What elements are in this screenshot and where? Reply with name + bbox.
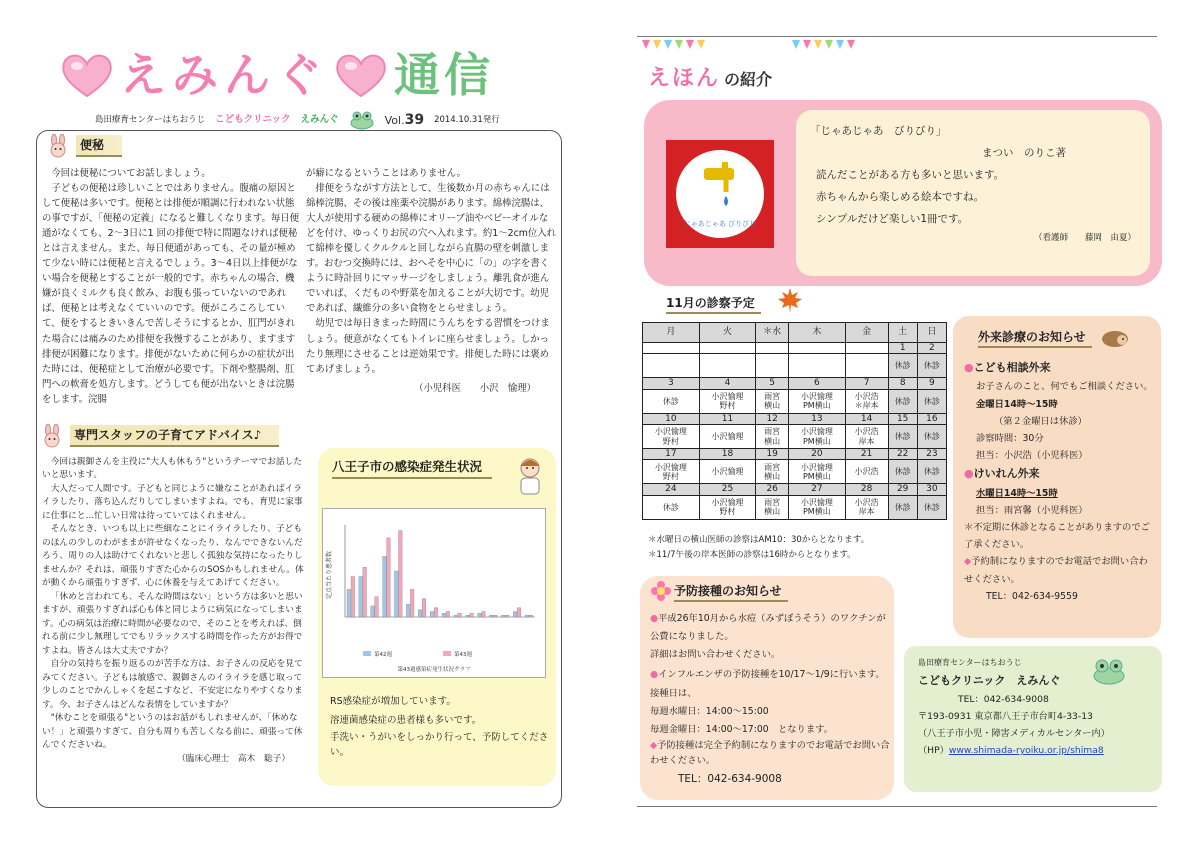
- schedule-cell: 小沢愉理 PM横山: [789, 425, 846, 449]
- infection-chart: [322, 508, 546, 678]
- infection-note: RS感染症が増加しています。: [330, 696, 456, 707]
- clinic-emin: えみんぐ: [300, 113, 339, 125]
- schedule-cell: 小沢愉理 野村: [643, 460, 700, 484]
- vaccination-line: インフルエンザの予防接種を10/17～1/9に行います。接種日は、: [650, 669, 885, 699]
- schedule-date: 12: [756, 413, 789, 424]
- schedule-date: 26: [756, 484, 789, 495]
- chart-ylabel: 定点当たり患者数: [326, 550, 333, 599]
- chart-bar: [422, 599, 426, 617]
- infection-chart-svg: [323, 509, 545, 677]
- schedule-date: 2: [917, 343, 946, 354]
- chart-bar: [399, 531, 403, 617]
- outpatient-line: （第２金曜日は休診）: [994, 415, 1087, 427]
- website-link[interactable]: www.shimada-ryoiku.or.jp/shima8: [948, 745, 1104, 757]
- vaccination-line: 詳細はお問い合わせください。: [650, 649, 781, 661]
- chart-bar: [470, 613, 474, 617]
- issue-date: 2014.10.31発行: [434, 114, 500, 125]
- schedule-date: 14: [845, 413, 888, 424]
- heart-icon: [60, 52, 114, 98]
- schedule-cell: 小沢浩 岸本: [845, 495, 888, 519]
- top-rule: [637, 36, 1157, 37]
- constipation-col2: が癖になるということはありません。 排便をうながす方法として、生後数か月の赤ちゃんには綿棒浣腸、その後は座薬や浣腸があります。綿棒浣腸は、大人が使用する硬めの綿棒にオリーブ油やベビーオイルなどを付け、ゆっくりお尻の穴へ入れます。約1～2cm位入れて綿棒を優しくクルクルと回しながら直腸の壁を刺激します。おむつ交換時には、おへそを中心に「の」の字を書くように時計回りにマッサージをしましょう。離乳食が進んでいれば、くだものや野菜を加えることが大切です。幼児であれば、繊維分の多い食物をとらせましょう。 幼児では毎日きまった時間にうんちをする習慣をつけましょう。便意がなくてもトイレに座らせましょう。しかったり無理にさせることは逆効果です。排便した時には褒めてあげましょう。 （小児科医 小沢 愉理）: [306, 166, 556, 396]
- chart-bar: [525, 615, 529, 617]
- advice-heading: 専門スタッフの子育てアドバイス♪: [40, 424, 279, 448]
- schedule-cell: 小沢愉理: [699, 460, 756, 484]
- constipation-col1: 今回は便秘についてお話しましょう。 子どもの便秘は珍しいことではありません。腹痛の原因として便秘は多いです。便秘とは排便が順調に行われない状態の事ですが、「便秘の定義」になると難しくなります。毎日便通がなくても、2～3日に1 回の排便で特に問題なければ便秘とは言えません。また、毎日便通があっても、その量が極めて少ない時には便秘と言えるでしょう。3～4日以上排便がない場合を便秘とすることが一般的です。赤ちゃんの場合、機嫌が良くミルクも良く飲み、お腹も張っていないのであれば、便秘とは考えなくていいのです。便がころころしていて、便をするときいきんで苦しそうにするとか、肛門がきれた場合には痛みのため排便を我慢することがあり、ますます排便が困難になります。排便がないために何らかの症状が出た時には、便秘症として治療が必要です。下剤や整腸剤、肛門への軟膏を処方します。どうしても便が出ないときは浣腸をします。浣腸: [42, 168, 300, 405]
- chart-bar: [478, 613, 482, 617]
- schedule-cell: [643, 354, 700, 378]
- rabbit-icon: [40, 424, 64, 448]
- schedule-date: 28: [845, 484, 888, 495]
- schedule-cell: 雨宮 横山: [756, 495, 789, 519]
- schedule-header: ＊水: [756, 323, 789, 343]
- chart-bar: [442, 613, 446, 617]
- chart-bar: [387, 538, 391, 617]
- vaccination-line: 平成26年10月から水痘（みずぼうそう）のワクチンが公費になりました。: [650, 613, 886, 643]
- schedule-table: [642, 322, 947, 520]
- outpatient-line: 金曜日14時～15時: [976, 398, 1058, 410]
- book-comment: 赤ちゃんから楽しめる絵本ですね。: [816, 191, 984, 204]
- outpatient-tel: TEL：042-634-9559: [986, 590, 1078, 602]
- schedule-date: 13: [789, 413, 846, 424]
- clinic-name: こどもクリニック: [215, 113, 291, 125]
- seizure-outpatient: けいれん外来: [973, 467, 1040, 481]
- schedule-doctor-row: [643, 389, 947, 413]
- advice-signature: （臨床心理士 高木 聡子）: [177, 753, 290, 764]
- schedule-date: 23: [917, 449, 946, 460]
- chart-bar: [482, 611, 486, 617]
- bottom-rule: [637, 806, 1157, 807]
- schedule-note: ＊水曜日の横山医師の診察はAM10：30からとなります。: [648, 535, 870, 545]
- book-comment: 読んだことがある方も多いと思います。: [816, 169, 1005, 182]
- consult-outpatient: こども相談外来: [973, 361, 1051, 374]
- chart-bar: [501, 615, 505, 617]
- schedule-date-row: [643, 449, 947, 460]
- schedule-date: 25: [699, 484, 756, 495]
- volume-number: Vol.39: [384, 111, 425, 128]
- chart-bar: [375, 597, 379, 617]
- schedule-doctor-row: [643, 354, 947, 378]
- schedule-cell: 小沢浩 岸本: [845, 425, 888, 449]
- schedule-header: 月: [643, 323, 700, 343]
- rabbit-icon: [46, 134, 70, 158]
- chart-bar: [458, 613, 462, 617]
- info-building: （八王子市小児・障害メディカルセンター内）: [918, 728, 1110, 740]
- schedule-cell: 小沢愉理 野村: [643, 425, 700, 449]
- schedule-cell: 雨宮 横山: [756, 460, 789, 484]
- chart-bar: [395, 571, 399, 617]
- schedule-header: 土: [888, 323, 917, 343]
- info-clinic: こどもクリニック えみんぐ: [918, 673, 1061, 687]
- chart-bar: [494, 615, 498, 617]
- schedule-cell: 休診: [917, 425, 946, 449]
- book-signature: （看護師 藤岡 由夏）: [1033, 233, 1136, 244]
- schedule-date-row: [643, 378, 947, 389]
- schedule-doctor-row: [643, 425, 947, 449]
- picture-book-text: [796, 110, 1150, 276]
- chart-caption: 第43週感染症発生状況グラフ: [397, 667, 471, 673]
- book-author: まつい のりこ著: [982, 147, 1066, 160]
- schedule-date: 29: [888, 484, 917, 495]
- outpatient-reservation: 予約制になりますのでお電話でお問い合わせください。: [964, 556, 1148, 585]
- chart-bar: [418, 610, 422, 617]
- info-tel: TEL：042-634-9008: [958, 694, 1049, 706]
- schedule-header: 金: [845, 323, 888, 343]
- schedule-cell: 小沢愉理 PM横山: [789, 495, 846, 519]
- book-title: 「じゃあじゃあ びりびり」: [810, 125, 947, 137]
- nurse-icon: [512, 456, 548, 496]
- schedule-cell: 休診: [643, 495, 700, 519]
- chart-bar: [529, 615, 533, 617]
- schedule-cell: 雨宮 横山: [756, 389, 789, 413]
- info-hp-label: （HP）: [918, 745, 949, 757]
- schedule-date: 22: [888, 449, 917, 460]
- schedule-date: 18: [699, 449, 756, 460]
- schedule-date: 16: [917, 413, 946, 424]
- schedule-cell: 休診: [888, 425, 917, 449]
- schedule-date: [845, 343, 888, 354]
- masthead-title: [60, 40, 494, 110]
- vaccination-tel: TEL：042-634-9008: [678, 772, 782, 785]
- schedule-header: 木: [789, 323, 846, 343]
- legend-swatch: [443, 651, 451, 656]
- seizure-time: 水曜日14時～15時: [976, 487, 1058, 499]
- infection-note: 溶連菌感染症の患者様も多いです。: [330, 715, 482, 726]
- chart-bar: [454, 615, 458, 617]
- vaccination-note: 予防接種は完全予約制になりますのでお電話でお問い合わせください。: [650, 739, 890, 766]
- maple-leaf-icon: [776, 286, 804, 314]
- outpatient-line: 担当：小沢浩（小児科医）: [976, 450, 1088, 462]
- infection-notes: [330, 692, 550, 760]
- schedule-cell: 休診: [888, 354, 917, 378]
- chart-bar: [434, 608, 438, 617]
- schedule-date: 4: [699, 378, 756, 389]
- schedule-date: 15: [888, 413, 917, 424]
- bunting-decoration: [792, 40, 855, 54]
- schedule-date-row: [643, 413, 947, 424]
- legend-label: 第42週: [374, 652, 392, 658]
- vaccination-fri: 毎週金曜日：14:00～17:00 となります。: [650, 723, 833, 735]
- schedule-date: 8: [888, 378, 917, 389]
- schedule-cell: [699, 354, 756, 378]
- chart-bar: [347, 589, 351, 617]
- schedule-cell: [789, 354, 846, 378]
- infection-title: 八王子市の感染症発生状況: [332, 458, 492, 479]
- schedule-cell: 小沢愉理 PM横山: [789, 389, 846, 413]
- schedule-title: 11月の診察予定: [666, 294, 761, 314]
- title-eminngu: えみんぐ: [120, 48, 328, 102]
- schedule-cell: 休診: [917, 389, 946, 413]
- schedule-date: 1: [888, 343, 917, 354]
- schedule-cell: 小沢愉理 PM横山: [789, 460, 846, 484]
- schedule-date-row: [643, 343, 947, 354]
- book-cover: [666, 140, 774, 248]
- schedule-cell: 休診: [888, 460, 917, 484]
- chart-bar: [446, 611, 450, 617]
- title-tsushin: 通信: [394, 48, 494, 102]
- hedgehog-icon: [1100, 326, 1130, 348]
- chart-bar: [466, 615, 470, 617]
- schedule-date: 10: [643, 413, 700, 424]
- schedule-cell: 小沢浩 ＊岸本: [845, 389, 888, 413]
- constipation-heading: 便秘: [46, 134, 122, 158]
- infection-note: 手洗い・うがいをしっかり行って、予防してください。: [330, 732, 549, 759]
- schedule-date: 11: [699, 413, 756, 424]
- outpatient-line: お子さんのこと、何でもご相談ください。: [976, 381, 1153, 393]
- bunting-decoration: [642, 40, 705, 54]
- chart-bar: [351, 577, 355, 617]
- schedule-date: 19: [756, 449, 789, 460]
- outpatient-line: 診察時間：30分: [976, 432, 1044, 444]
- constipation-signature: （小児科医 小沢 愉理）: [414, 382, 536, 394]
- picture-book-heading: えほん の紹介: [648, 66, 773, 91]
- schedule-date: 21: [845, 449, 888, 460]
- schedule-date: 27: [789, 484, 846, 495]
- legend-swatch: [363, 651, 371, 656]
- schedule-date: [643, 343, 700, 354]
- chart-bar: [430, 611, 434, 617]
- book-cover-art: [666, 140, 774, 248]
- schedule-date: 5: [756, 378, 789, 389]
- center-name: 島田療育センターはちおうじ: [95, 114, 206, 125]
- chart-bar: [363, 567, 367, 617]
- schedule-date: 24: [643, 484, 700, 495]
- schedule-date: [756, 343, 789, 354]
- info-center: 島田療育センターはちおうじ: [918, 658, 1022, 667]
- info-address: 〒193-0931 東京都八王子市台町4-33-13: [918, 711, 1093, 723]
- heart-icon: [334, 52, 388, 98]
- schedule-cell: 休診: [917, 495, 946, 519]
- schedule-date: 20: [789, 449, 846, 460]
- outpatient-title: 外来診療のお知らせ: [978, 328, 1092, 348]
- schedule-cell: 小沢愉理 野村: [699, 389, 756, 413]
- schedule-date: 6: [789, 378, 846, 389]
- schedule-cell: 小沢愉理: [699, 425, 756, 449]
- chart-bar: [490, 615, 494, 617]
- schedule-date: 17: [643, 449, 700, 460]
- chart-bar: [383, 556, 387, 617]
- schedule-cell: 休診: [888, 495, 917, 519]
- flower-icon: [650, 580, 672, 602]
- vaccination-wed: 毎週水曜日：14:00～15:00: [650, 705, 769, 717]
- legend-label: 第43週: [454, 652, 472, 658]
- masthead-subline: [95, 108, 555, 132]
- schedule-note: ＊11/7午後の岸本医師の診察は16時からとなります。: [648, 550, 856, 561]
- schedule-cell: 休診: [917, 354, 946, 378]
- chart-bar: [406, 604, 410, 617]
- schedule-date-row: [643, 484, 947, 495]
- vaccination-title: 予防接種のお知らせ: [674, 582, 788, 602]
- schedule-doctor-row: [643, 460, 947, 484]
- chart-bar: [517, 608, 521, 617]
- schedule-header: 日: [917, 323, 946, 343]
- schedule-header: 火: [699, 323, 756, 343]
- schedule-notes: [648, 533, 869, 564]
- schedule-cell: 小沢浩: [845, 460, 888, 484]
- cover-title: じゃあじゃあ びりびり: [683, 220, 757, 228]
- schedule-date: 7: [845, 378, 888, 389]
- schedule-cell: 休診: [643, 389, 700, 413]
- frog-mascot-icon: [349, 110, 375, 130]
- schedule-cell: 休診: [917, 460, 946, 484]
- schedule-date: [789, 343, 846, 354]
- advice-body: 今回は親御さんを主役に"大人も休もう"というテーマでお話したいと思います。 大人だって人間です。子どもと同じように嫌なことがあればイライラしたり、落ち込んだりしてしまいますよね。でも、育児に家事に仕事にと…忙しい日常は待っていてはくれません。 そんなとき、いつも以上に些細なことにイライラしたり、子どものほんの少しのわがままが許せなくなったり、なんでできないんだろう、周りの人は助けてくれないと悲しく孤独な気持になったりしませんか？それは、頑張りすぎた心からのSOSかもしれません。体が動くから頑張りすぎず、心に休養を与えてあげてください。 「休めと言われても、そんな時間はない」という方は多いと思いますが、頑張りすぎれば心も体と同じように病気になってしまいます。心の病気は治療に時間が必要なので、そのことを考えれば、倒れる前に少し無理してでもリラックスする時間を作った方がお得ですよね。皆さんは大丈夫ですか？ 自分の気持ちを振り返るのが苦手な方は、お子さんの反応を見てみてください。子どもは敏感で、親御さんのイライラを感じ取って少しのことでかんしゃくを起こすなど、不安定になりやすくなります。今、お子さんはどんな表情をしていますか？ "休むことを頑張る"というのはお話がもしれませんが、「休めない！」と頑張りすぎて、自分も周りも苦しくなる前に、頑張って休んでくださいね。 （臨床心理士 高木 聡子）: [42, 456, 310, 766]
- schedule-cell: 休診: [888, 389, 917, 413]
- schedule-cell: 小沢愉理 野村: [699, 495, 756, 519]
- schedule-date: 9: [917, 378, 946, 389]
- schedule-cell: [756, 354, 789, 378]
- schedule-cell: 雨宮 横山: [756, 425, 789, 449]
- outpatient-line: ＊不定期に休診となることがありますのでご了承ください。: [964, 522, 1150, 551]
- schedule-date: 30: [917, 484, 946, 495]
- schedule-date: [699, 343, 756, 354]
- outpatient-body: ●こども相談外来 お子さんのこと、何でもご相談ください。 金曜日14時～15時 （第２金曜日は休診） 診察時間：30分 担当：小沢浩（小児科医） ●けいれん外来 水曜日14時～15時 担当：雨宮馨（小児科医） ＊不定期に休診となることがありますのでご了承ください。 ◆予約制になりますのでお電話でお問い合わせください。 TEL：042-634-9559: [964, 358, 1156, 605]
- chart-bar: [410, 589, 414, 617]
- clinic-info-body: [918, 656, 1158, 759]
- chart-bar: [359, 577, 363, 617]
- vaccination-body: ●平成26年10月から水痘（みずぼうそう）のワクチンが公費になりました。 詳細はお問い合わせください。 ●インフルエンザの予防接種を10/17～1/9に行います。接種日は、 毎週水曜日：14:00～15:00 毎週金曜日：14:00～17:00 となります。 ◆予防接種は完全予約制になりますのでお電話でお問い合わせください。 TEL：042-634-9008: [650, 610, 890, 789]
- schedule-doctor-row: [643, 495, 947, 519]
- chart-bar: [371, 606, 375, 617]
- chart-bar: [513, 611, 517, 617]
- chart-bar: [505, 615, 509, 617]
- schedule-cell: [845, 354, 888, 378]
- book-comment: シンプルだけど楽しい1冊です。: [816, 213, 969, 226]
- outpatient-line: 担当：雨宮馨（小児科医）: [976, 504, 1088, 516]
- schedule-date: 3: [643, 378, 700, 389]
